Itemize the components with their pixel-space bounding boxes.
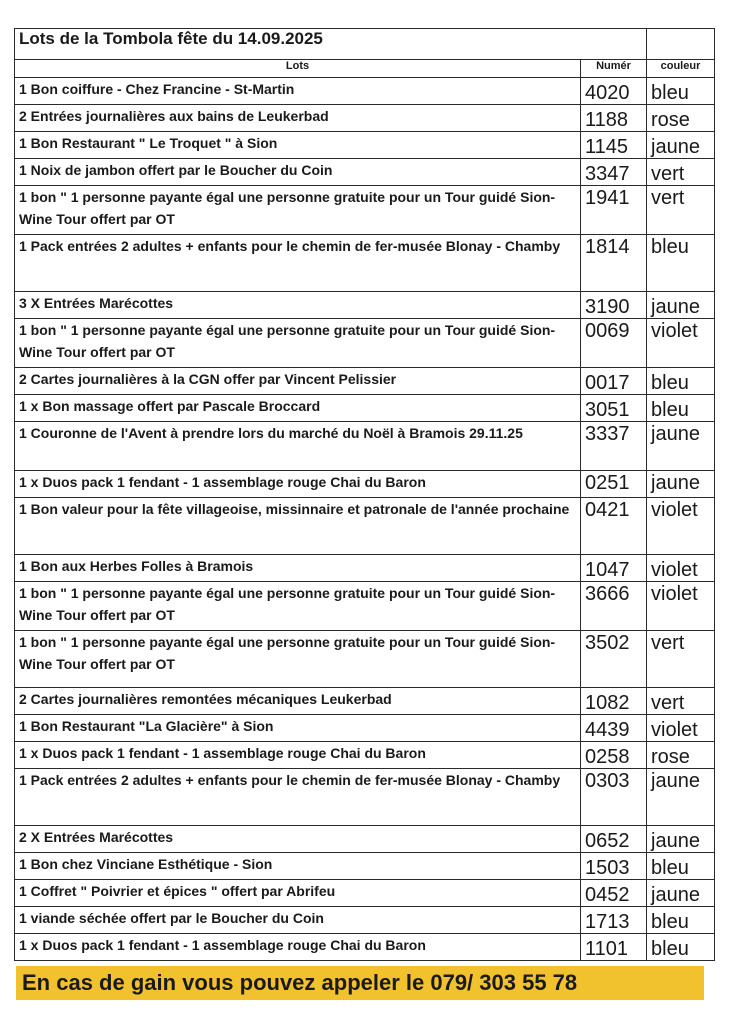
couleur-cell: rose <box>647 742 715 769</box>
lot-cell: 1 Bon aux Herbes Folles à Bramois <box>15 555 581 582</box>
couleur-cell: bleu <box>647 395 715 422</box>
table-row <box>15 715 715 742</box>
table-title: Lots de la Tombola fête du 14.09.2025 <box>15 29 647 60</box>
title-row <box>15 29 715 60</box>
table-row <box>15 235 715 292</box>
couleur-cell: jaune <box>647 826 715 853</box>
couleur-cell: jaune <box>647 471 715 498</box>
numero-cell: 0017 <box>581 368 647 395</box>
couleur-cell: vert <box>647 159 715 186</box>
couleur-cell: bleu <box>647 78 715 105</box>
numero-cell: 0258 <box>581 742 647 769</box>
couleur-cell: bleu <box>647 853 715 880</box>
numero-cell: 3337 <box>581 422 647 471</box>
lot-cell: 1 Bon Restaurant "La Glacière" à Sion <box>15 715 581 742</box>
couleur-cell: bleu <box>647 368 715 395</box>
couleur-cell: bleu <box>647 907 715 934</box>
header-couleur: couleur <box>647 60 715 78</box>
lot-cell: 1 Noix de jambon offert par le Boucher du Coin <box>15 159 581 186</box>
lot-cell: 2 Entrées journalières aux bains de Leukerbad <box>15 105 581 132</box>
numero-cell: 1503 <box>581 853 647 880</box>
numero-cell: 0452 <box>581 880 647 907</box>
numero-cell: 0652 <box>581 826 647 853</box>
lots-table <box>14 28 715 961</box>
table-row <box>15 292 715 319</box>
table-row <box>15 934 715 961</box>
tombola-sheet <box>14 28 714 961</box>
couleur-cell: vert <box>647 631 715 688</box>
couleur-cell: violet <box>647 582 715 631</box>
lot-cell: 1 Bon valeur pour la fête villageoise, missinnaire et patronale de l'année prochaine <box>15 498 581 555</box>
lot-cell: 1 Pack entrées 2 adultes + enfants pour le chemin de fer-musée Blonay - Chamby <box>15 235 581 292</box>
table-row <box>15 688 715 715</box>
table-row <box>15 132 715 159</box>
lot-cell: 1 Coffret " Poivrier et épices " offert par Abrifeu <box>15 880 581 907</box>
numero-cell: 3666 <box>581 582 647 631</box>
couleur-cell: violet <box>647 715 715 742</box>
couleur-cell: jaune <box>647 292 715 319</box>
numero-cell: 1814 <box>581 235 647 292</box>
table-row <box>15 742 715 769</box>
couleur-cell: vert <box>647 186 715 235</box>
lot-cell: 1 bon " 1 personne payante égal une personne gratuite pour un Tour guidé Sion- Wine Tour offert par OT <box>15 319 581 368</box>
lot-cell: 2 Cartes journalières à la CGN offer par Vincent Pelissier <box>15 368 581 395</box>
table-row <box>15 555 715 582</box>
header-row <box>15 60 715 78</box>
lot-cell: 3 X Entrées Marécottes <box>15 292 581 319</box>
numero-cell: 1188 <box>581 105 647 132</box>
numero-cell: 0421 <box>581 498 647 555</box>
table-row <box>15 368 715 395</box>
numero-cell: 0303 <box>581 769 647 826</box>
table-row <box>15 631 715 688</box>
couleur-cell: jaune <box>647 769 715 826</box>
table-row <box>15 422 715 471</box>
numero-cell: 1941 <box>581 186 647 235</box>
table-row <box>15 78 715 105</box>
table-row <box>15 826 715 853</box>
couleur-cell: violet <box>647 319 715 368</box>
lot-cell: 1 x Duos pack 1 fendant - 1 assemblage rouge Chai du Baron <box>15 934 581 961</box>
lot-cell: 1 x Duos pack 1 fendant - 1 assemblage rouge Chai du Baron <box>15 471 581 498</box>
lots-rows <box>15 78 715 961</box>
table-row <box>15 907 715 934</box>
table-row <box>15 105 715 132</box>
couleur-cell: jaune <box>647 422 715 471</box>
numero-cell: 3347 <box>581 159 647 186</box>
couleur-cell: violet <box>647 555 715 582</box>
lot-cell: 1 Pack entrées 2 adultes + enfants pour le chemin de fer-musée Blonay - Chamby <box>15 769 581 826</box>
table-row <box>15 395 715 422</box>
table-row <box>15 471 715 498</box>
lot-cell: 1 x Duos pack 1 fendant - 1 assemblage rouge Chai du Baron <box>15 742 581 769</box>
table-row <box>15 853 715 880</box>
numero-cell: 1101 <box>581 934 647 961</box>
header-numero: Numér <box>581 60 647 78</box>
lot-cell: 1 viande séchée offert par le Boucher du Coin <box>15 907 581 934</box>
numero-cell: 0069 <box>581 319 647 368</box>
table-row <box>15 498 715 555</box>
couleur-cell: bleu <box>647 934 715 961</box>
couleur-cell: violet <box>647 498 715 555</box>
numero-cell: 4020 <box>581 78 647 105</box>
numero-cell: 3051 <box>581 395 647 422</box>
table-row <box>15 880 715 907</box>
lot-cell: 1 Bon chez Vinciane Esthétique - Sion <box>15 853 581 880</box>
numero-cell: 0251 <box>581 471 647 498</box>
lot-cell: 1 bon " 1 personne payante égal une personne gratuite pour un Tour guidé Sion- Wine Tour offert par OT <box>15 582 581 631</box>
lot-cell: 1 bon " 1 personne payante égal une personne gratuite pour un Tour guidé Sion- Wine Tour offert par OT <box>15 186 581 235</box>
numero-cell: 3502 <box>581 631 647 688</box>
numero-cell: 1082 <box>581 688 647 715</box>
couleur-cell: jaune <box>647 132 715 159</box>
table-row <box>15 769 715 826</box>
numero-cell: 1145 <box>581 132 647 159</box>
lot-cell: 1 Bon Restaurant " Le Troquet " à Sion <box>15 132 581 159</box>
table-row <box>15 582 715 631</box>
numero-cell: 3190 <box>581 292 647 319</box>
lot-cell: 1 x Bon massage offert par Pascale Broccard <box>15 395 581 422</box>
numero-cell: 1047 <box>581 555 647 582</box>
lot-cell: 2 Cartes journalières remontées mécaniques Leukerbad <box>15 688 581 715</box>
header-lots: Lots <box>15 60 581 78</box>
couleur-cell: bleu <box>647 235 715 292</box>
lot-cell: 1 Bon coiffure - Chez Francine - St-Martin <box>15 78 581 105</box>
numero-cell: 4439 <box>581 715 647 742</box>
title-empty-cell <box>647 29 715 60</box>
table-row <box>15 319 715 368</box>
lot-cell: 2 X Entrées Marécottes <box>15 826 581 853</box>
lot-cell: 1 Couronne de l'Avent à prendre lors du marché du Noël à Bramois 29.11.25 <box>15 422 581 471</box>
table-row <box>15 186 715 235</box>
numero-cell: 1713 <box>581 907 647 934</box>
couleur-cell: rose <box>647 105 715 132</box>
couleur-cell: vert <box>647 688 715 715</box>
table-row <box>15 159 715 186</box>
footer-banner: En cas de gain vous pouvez appeler le 079/ 303 55 78 <box>16 966 704 1000</box>
couleur-cell: jaune <box>647 880 715 907</box>
lot-cell: 1 bon " 1 personne payante égal une personne gratuite pour un Tour guidé Sion- Wine Tour offert par OT <box>15 631 581 688</box>
